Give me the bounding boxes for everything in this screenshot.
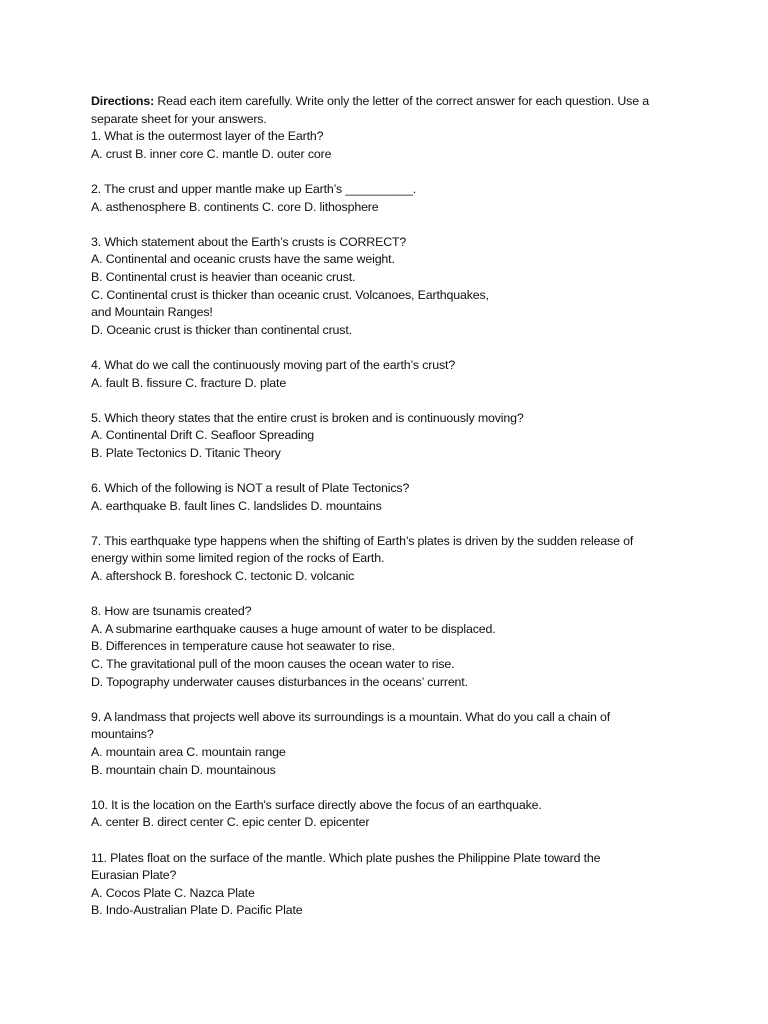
question-9 [91, 709, 728, 779]
answer-option-line: B. Plate Tectonics D. Titanic Theory [91, 445, 281, 460]
question-text: 3. Which statement about the Earth’s crusts is CORRECT? [91, 234, 407, 249]
question-text: 8. How are tsunamis created? [91, 604, 252, 619]
answer-option-line: B. mountain chain D. mountainous [91, 762, 276, 777]
question-text: 7. This earthquake type happens when the shifting of Earth’s plates is driven by the sudden release of [91, 533, 634, 548]
question-7 [91, 533, 728, 586]
answer-option-line: A. Continental Drift C. Seafloor Spreading [91, 428, 315, 443]
question-10 [91, 797, 728, 832]
answer-option-line: mountains? [91, 727, 154, 742]
question-text: 2. The crust and upper mantle make up Earth’s __________. [91, 181, 417, 196]
answer-option-line: B. Indo-Australian Plate D. Pacific Plate [91, 903, 303, 918]
question-5 [91, 410, 728, 463]
answer-option-line: A. crust B. inner core C. mantle D. outer core [91, 146, 332, 161]
answer-option-line: A. aftershock B. foreshock C. tectonic D. volcanic [91, 569, 355, 584]
answer-option-line: A. mountain area C. mountain range [91, 744, 286, 759]
directions-line-1 [91, 93, 728, 111]
question-text: 1. What is the outermost layer of the Earth? [91, 129, 324, 144]
question-3 [91, 234, 728, 340]
answer-option-line: Eurasian Plate? [91, 868, 177, 883]
answer-option-line: A. asthenosphere B. continents C. core D. lithosphere [91, 199, 379, 214]
question-text: 4. What do we call the continuously moving part of the earth’s crust? [91, 357, 456, 372]
answer-option-line: B. Continental crust is heavier than oceanic crust. [91, 269, 356, 284]
answer-option-line: A. Cocos Plate C. Nazca Plate [91, 885, 255, 900]
question-2 [91, 181, 728, 216]
answer-option-line: C. Continental crust is thicker than oceanic crust. Volcanoes, Earthquakes, [91, 287, 489, 302]
directions-label: Directions: [91, 94, 155, 108]
question-text: 5. Which theory states that the entire crust is broken and is continuously moving? [91, 410, 524, 425]
answer-option-line: A. center B. direct center C. epic center D. epicenter [91, 815, 370, 830]
question-6 [91, 480, 728, 515]
answer-option-line: D. Oceanic crust is thicker than continental crust. [91, 322, 352, 337]
question-text: 6. Which of the following is NOT a result of Plate Tectonics? [91, 481, 410, 496]
answer-option-line: A. fault B. fissure C. fracture D. plate [91, 375, 287, 390]
answer-option-line: and Mountain Ranges! [91, 305, 213, 320]
directions-line-2: separate sheet for your answers. [91, 111, 267, 126]
answer-option-line: D. Topography underwater causes disturbances in the oceans’ current. [91, 674, 468, 689]
question-8 [91, 603, 728, 691]
answer-option-line: B. Differences in temperature cause hot seawater to rise. [91, 639, 395, 654]
answer-option-line: C. The gravitational pull of the moon causes the ocean water to rise. [91, 657, 455, 671]
answer-option-line: energy within some limited region of the rocks of Earth. [91, 551, 385, 566]
question-text: 10. It is the location on the Earth's surface directly above the focus of an earthquake. [91, 797, 542, 812]
question-list [91, 128, 728, 920]
question-1 [91, 128, 728, 163]
question-11 [91, 850, 728, 920]
answer-option-line: A. Continental and oceanic crusts have the same weight. [91, 252, 395, 267]
answer-option-line: A. A submarine earthquake causes a huge amount of water to be displaced. [91, 621, 496, 636]
question-text: 9. A landmass that projects well above its surroundings is a mountain. What do you call a chain of [91, 709, 611, 724]
directions-text: Read each item carefully. Write only the letter of the correct answer for each question. Use a [154, 94, 650, 108]
question-4 [91, 357, 728, 392]
answer-option-line: A. earthquake B. fault lines C. landslides D. mountains [91, 498, 382, 513]
question-text: 11. Plates float on the surface of the mantle. Which plate pushes the Philippine Plate toward the [91, 850, 601, 865]
